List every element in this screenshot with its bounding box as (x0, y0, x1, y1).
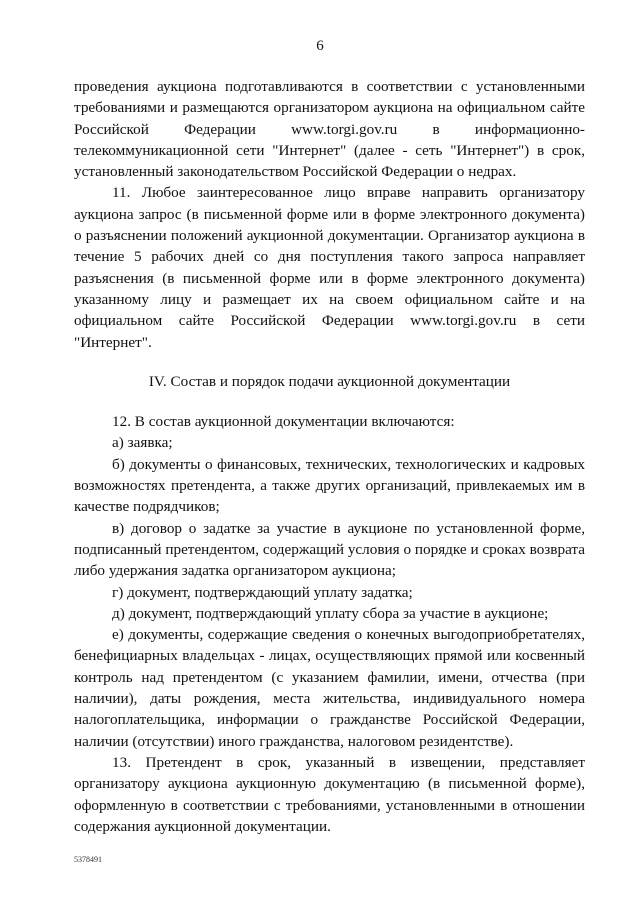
document-code: 5378491 (74, 855, 102, 864)
list-item-v: в) договор о задатке за участие в аукционе по установленной форме, подписанный претендентом, содержащий условия о порядке и сроках возврата либо удержания задатка организатором аукциона; (74, 519, 585, 580)
list-item-b: б) документы о финансовых, технических, технологических и кадровых возможностях претендента, а также других организаций, привлекаемых им в качестве подрядчиков; (74, 455, 585, 516)
document-body (74, 76, 585, 837)
section-heading: IV. Состав и порядок подачи аукционной документации (148, 372, 511, 390)
list-item-g: г) документ, подтверждающий уплату задатка; (112, 583, 413, 601)
page-number: 6 (316, 38, 324, 54)
list-item-a: а) заявка; (112, 434, 173, 452)
paragraph-12: 12. В состав аукционной документации включаются: (112, 413, 455, 431)
list-item-e: е) документы, содержащие сведения о конечных выгодоприобретателях, бенефициарных владельцах - лицах, осуществляющих прямой или косвенный контроль над претендентом (с указанием фамилии, имени, отчества (при наличии), даты рождения, места жительства, индивидуального номера налогоплательщика, информации о гражданстве Российской Федерации, наличии (отсутствии) иного гражданства, налоговом резидентстве). (74, 626, 585, 750)
paragraph-11: 11. Любое заинтересованное лицо вправе направить организатору аукциона запрос (в письменной форме или в форме электронного документа) о разъяснении положений аукционной документации. Организатор аукциона в течение 5 рабочих дней со дня поступления такого запроса направляет разъяснения (в письменной форме или в форме электронного документа) указанному лицу и размещает их на своем официальном сайте и на официальном сайте Российской Федерации www.torgi.gov.ru в сети "Интернет". (74, 184, 585, 351)
list-item-d: д) документ, подтверждающий уплату сбора за участие в аукционе; (112, 604, 549, 622)
paragraph-continuation: проведения аукциона подготавливаются в соответствии с установленными требованиями и размещаются организатором аукциона на официальном сайте Российской Федерации www.torgi.gov.ru в информационно-телекоммуникационной сети "Интернет" (далее - сеть "Интернет") в срок, установленный законодательством Российской Федерации о недрах. (74, 78, 585, 181)
paragraph-13: 13. Претендент в срок, указанный в извещении, представляет организатору аукциона аукционную документацию (в письменной форме), оформленную в соответствии с требованиями, установленными в отношении содержания аукционной документации. (74, 753, 585, 835)
